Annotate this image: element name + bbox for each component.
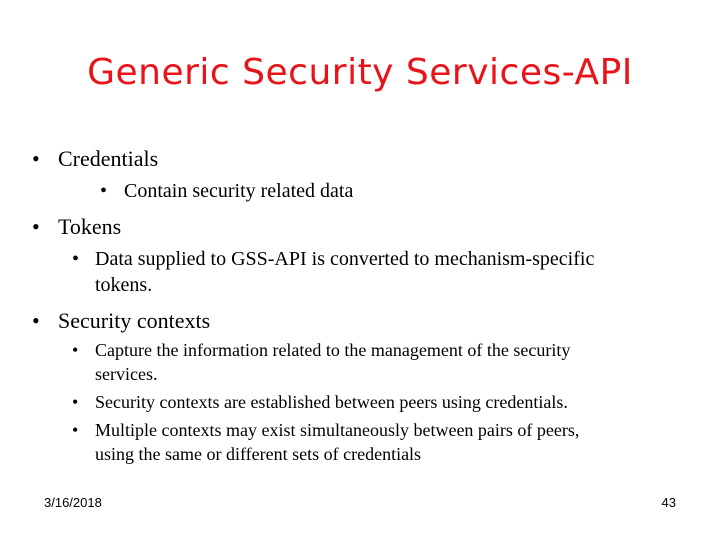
bullet-marker: • (72, 248, 80, 270)
footer-date: 3/16/2018 (44, 495, 102, 510)
sub-bullet-contexts-established: Security contexts are established between peers using credentials. (95, 392, 568, 412)
bullet-security-contexts: Security contexts (58, 308, 211, 333)
bullet-marker: • (72, 420, 79, 440)
sub-bullet-capture-line-1: Capture the information related to the management of the security (95, 340, 571, 360)
sub-bullet-contain-security-data: Contain security related data (124, 180, 354, 202)
bullet-marker: • (72, 392, 79, 412)
sub-bullet-capture-line-2: services. (95, 364, 158, 384)
sub-bullet-data-supplied-line-2: tokens. (95, 274, 153, 296)
sub-bullet-multiple-contexts-line-2: using the same or different sets of credentials (95, 444, 422, 464)
slide-title: Generic Security Services-API (87, 52, 633, 93)
footer-page-number: 43 (661, 495, 676, 510)
bullet-marker: • (32, 146, 40, 171)
bullet-marker: • (100, 180, 108, 202)
sub-bullet-data-supplied-line-1: Data supplied to GSS-API is converted to mechanism-specific (95, 248, 595, 270)
bullet-marker: • (32, 308, 40, 333)
bullet-tokens: Tokens (58, 214, 122, 239)
sub-bullet-multiple-contexts-line-1: Multiple contexts may exist simultaneously between pairs of peers, (95, 420, 580, 440)
bullet-credentials: Credentials (58, 146, 159, 171)
bullet-marker: • (72, 340, 79, 360)
bullet-marker: • (32, 214, 40, 239)
